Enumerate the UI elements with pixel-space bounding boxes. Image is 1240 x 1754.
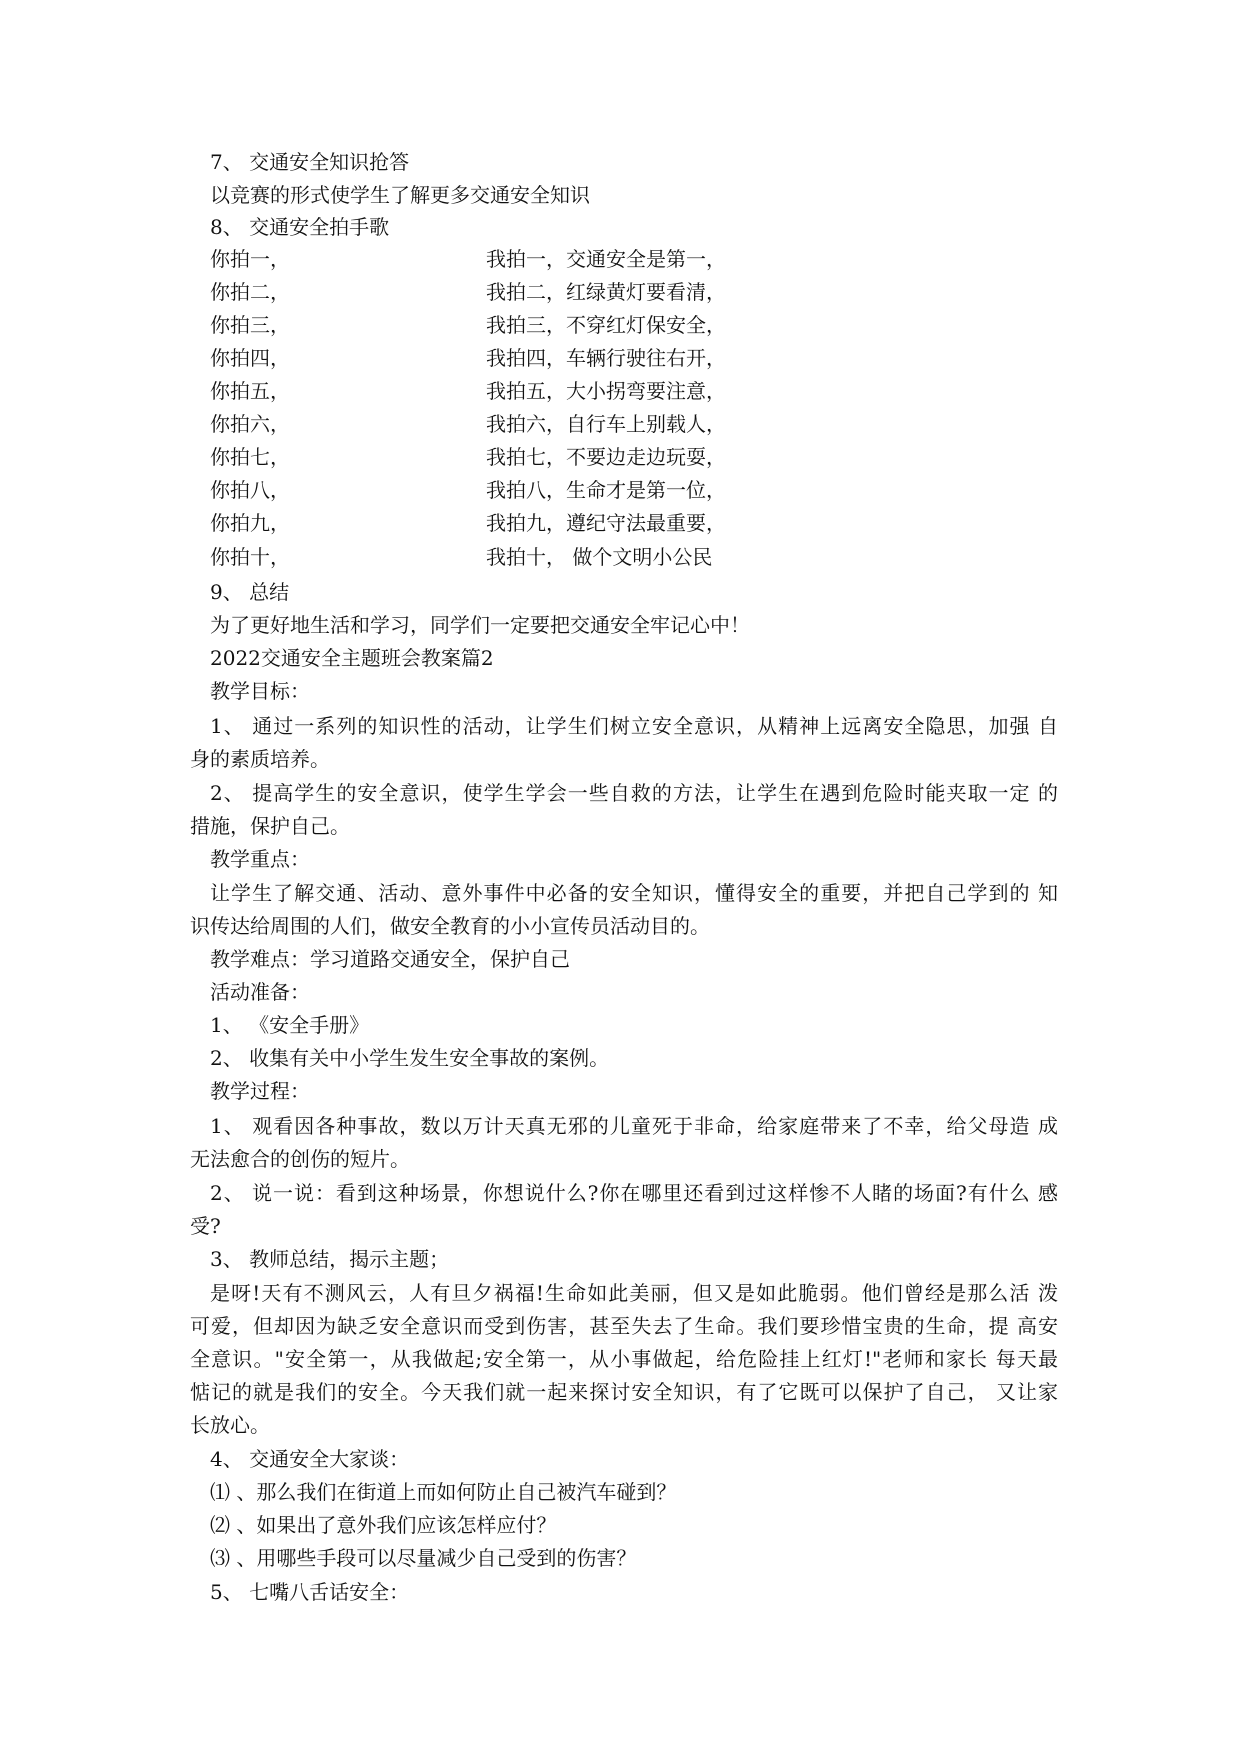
process-label: 教学过程： — [210, 1079, 310, 1103]
rhyme-me: 我拍三，不穿红灯保安全， — [486, 313, 726, 337]
prep-label: 活动准备： — [210, 980, 310, 1004]
rhyme-me: 我拍九，遵纪守法最重要， — [486, 511, 726, 535]
key-line-2: 识传达给周围的人们，做安全教育的小小宣传员活动目的。 — [190, 914, 710, 938]
rhyme-line — [210, 543, 712, 571]
paragraph-line-5: 长放心。 — [190, 1413, 270, 1437]
rhyme-me: 我拍十， 做个文明小公民 — [486, 545, 713, 569]
question-3: ⑶ 、用哪些手段可以尽量减少自己受到的伤害？ — [210, 1546, 637, 1570]
rhyme-you: 你拍八， — [210, 478, 290, 502]
rhyme-you: 你拍二， — [210, 280, 290, 304]
rhyme-line — [210, 443, 726, 471]
question-2: ⑵ 、如果出了意外我们应该怎样应付？ — [210, 1513, 557, 1537]
process-1-line-1: 1、 观看因各种事故，数以万计天真无邪的儿童死于非命，给家庭带来了不幸，给父母造 成 — [210, 1114, 1058, 1138]
process-2-line-2: 受? — [190, 1214, 221, 1238]
rhyme-me: 我拍五，大小拐弯要注意， — [486, 379, 726, 403]
goal-1-line-1: 1、 通过一系列的知识性的活动，让学生们树立安全意识，从精神上远离安全隐思，加强 自 — [210, 714, 1058, 738]
rhyme-me: 我拍四，车辆行驶往右开， — [486, 346, 726, 370]
process-1-line-2: 无法愈合的创伤的短片。 — [190, 1147, 410, 1171]
section-7-title: 7、 交通安全知识抢答 — [210, 150, 410, 174]
rhyme-you: 你拍七， — [210, 445, 290, 469]
rhyme-line — [210, 476, 726, 504]
rhyme-you: 你拍四， — [210, 346, 290, 370]
rhyme-me: 我拍六，自行车上别载人， — [486, 412, 726, 436]
rhyme-me: 我拍八，生命才是第一位， — [486, 478, 726, 502]
part-2-heading: 2022交通安全主题班会教案篇2 — [210, 646, 494, 670]
goal-2-line-1: 2、 提高学生的安全意识，使学生学会一些自救的方法，让学生在遇到危险时能夹取一定 的 — [210, 781, 1058, 805]
rhyme-you: 你拍十， — [210, 545, 290, 569]
rhyme-me: 我拍二，红绿黄灯要看清， — [486, 280, 726, 304]
paragraph-line-3: 全意识。"安全第一，从我做起;安全第一，从小事做起，给危险挂上红灯!"老师和家长 每天最 — [190, 1347, 1058, 1371]
rhyme-you: 你拍一， — [210, 247, 290, 271]
teaching-goal-label: 教学目标： — [210, 679, 310, 703]
rhyme-me: 我拍一，交通安全是第一， — [486, 247, 726, 271]
process-3: 3、 教师总结，揭示主题； — [210, 1247, 450, 1271]
summary-text: 为了更好地生活和学习，同学们一定要把交通安全牢记心中！ — [210, 613, 750, 637]
process-5: 5、 七嘴八舌话安全： — [210, 1580, 410, 1604]
prep-item-2: 2、 收集有关中小学生发生安全事故的案例。 — [210, 1046, 610, 1070]
rhyme-me: 我拍七，不要边走边玩耍， — [486, 445, 726, 469]
rhyme-you: 你拍六， — [210, 412, 290, 436]
rhyme-you: 你拍九， — [210, 511, 290, 535]
rhyme-line — [210, 311, 726, 339]
paragraph-line-1: 是呀!天有不测风云，人有旦夕祸福!生命如此美丽，但又是如此脆弱。他们曾经是那么活 泼 — [210, 1281, 1058, 1305]
process-4: 4、 交通安全大家谈： — [210, 1447, 410, 1471]
rhyme-you: 你拍三， — [210, 313, 290, 337]
process-2-line-1: 2、 说一说：看到这种场景，你想说什么?你在哪里还看到过这样惨不人睹的场面?有什么 感 — [210, 1181, 1058, 1205]
teaching-difficulty: 教学难点：学习道路交通安全，保护自己 — [210, 947, 570, 971]
prep-item-1: 1、 《安全手册》 — [210, 1013, 370, 1037]
key-line-1: 让学生了解交通、活动、意外事件中必备的安全知识，懂得安全的重要，并把自己学到的 知 — [210, 881, 1058, 905]
rhyme-line — [210, 278, 726, 306]
rhyme-line — [210, 377, 726, 405]
section-8-title: 8、 交通安全拍手歌 — [210, 215, 390, 239]
paragraph-line-4: 惦记的就是我们的安全。今天我们就一起来探讨安全知识，有了它既可以保护了自己， 又让家 — [190, 1380, 1058, 1404]
teaching-key-label: 教学重点： — [210, 847, 310, 871]
section-9-title: 9、 总结 — [210, 580, 290, 604]
paragraph-line-2: 可爱，但却因为缺乏安全意识而受到伤害，甚至失去了生命。我们要珍惜宝贵的生命，提 高安 — [190, 1314, 1058, 1338]
question-1: ⑴ 、那么我们在街道上而如何防止自己被汽车碰到？ — [210, 1480, 677, 1504]
rhyme-line — [210, 344, 726, 372]
goal-1-line-2: 身的素质培养。 — [190, 747, 330, 771]
section-7-desc: 以竞赛的形式使学生了解更多交通安全知识 — [210, 183, 590, 207]
goal-2-line-2: 措施，保护自己。 — [190, 814, 350, 838]
rhyme-line — [210, 509, 726, 537]
rhyme-you: 你拍五， — [210, 379, 290, 403]
rhyme-line — [210, 245, 726, 273]
rhyme-line — [210, 410, 726, 438]
